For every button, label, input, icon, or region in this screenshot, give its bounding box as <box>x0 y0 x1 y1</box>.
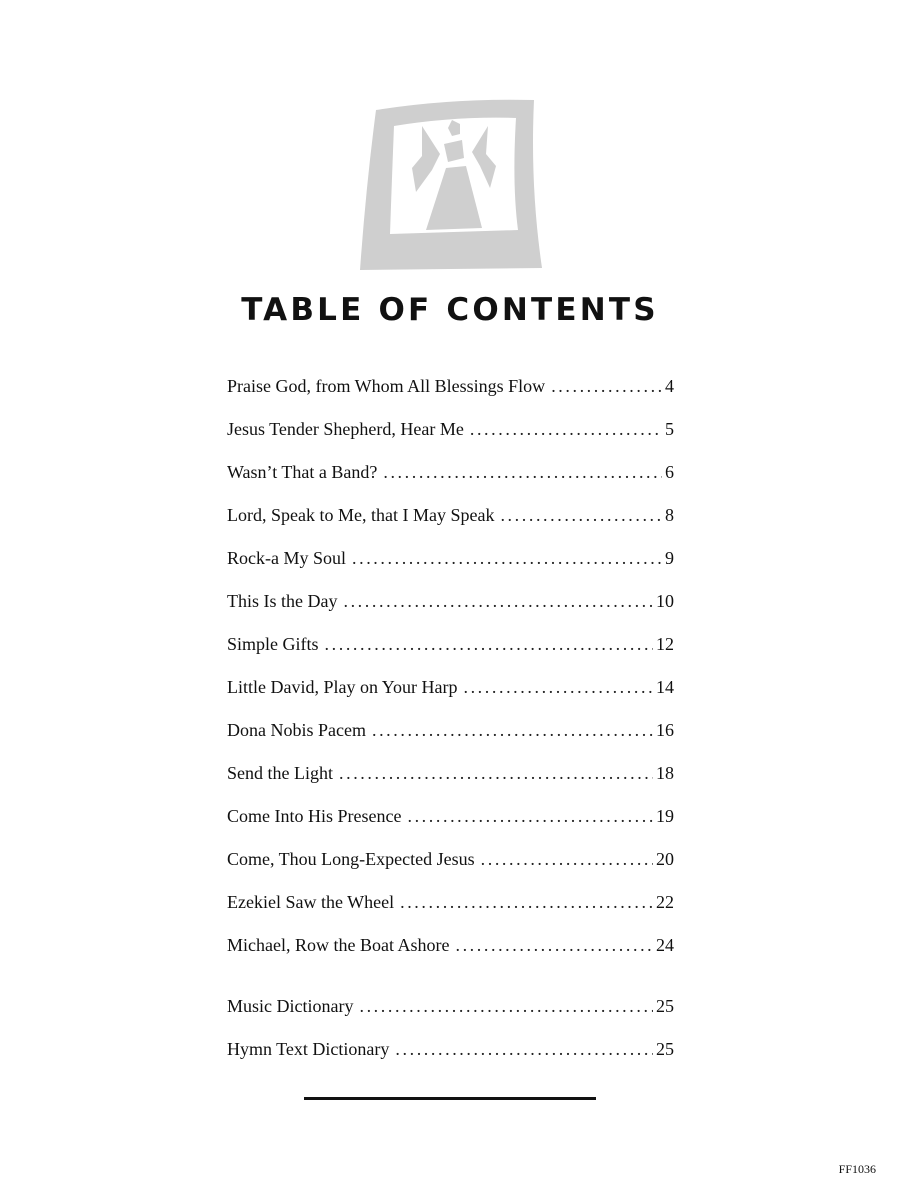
toc-entry[interactable] <box>227 499 674 542</box>
toc-entry-title: This Is the Day <box>227 591 338 611</box>
toc-entry[interactable] <box>227 757 674 800</box>
toc-entry-page: 14 <box>656 677 674 697</box>
toc-entry[interactable] <box>227 990 674 1033</box>
dot-leader <box>407 800 653 832</box>
toc-entry[interactable] <box>227 370 674 413</box>
divider-rule <box>304 1097 596 1100</box>
dot-leader <box>325 628 653 660</box>
toc-entry-page: 8 <box>665 505 674 525</box>
toc-entry[interactable] <box>227 714 674 757</box>
dot-leader <box>372 714 653 746</box>
toc-entry-title: Praise God, from Whom All Blessings Flow <box>227 376 546 396</box>
dot-leader <box>500 499 662 531</box>
toc-entry-title: Come Into His Presence <box>227 806 402 826</box>
toc-entry-page: 20 <box>656 849 674 869</box>
toc-entry-page: 10 <box>656 591 674 611</box>
toc-entry[interactable] <box>227 843 674 886</box>
dot-leader <box>383 456 662 488</box>
toc-entry[interactable] <box>227 671 674 714</box>
toc-entry-title: Simple Gifts <box>227 634 319 654</box>
toc-entry-page: 24 <box>656 935 674 955</box>
table-of-contents <box>227 370 674 1076</box>
toc-entry[interactable] <box>227 929 674 972</box>
toc-entry-title: Come, Thou Long-Expected Jesus <box>227 849 475 869</box>
toc-entry-title: Hymn Text Dictionary <box>227 1039 390 1059</box>
toc-entry[interactable] <box>227 886 674 929</box>
toc-entry-title: Music Dictionary <box>227 996 354 1016</box>
toc-entry-title: Lord, Speak to Me, that I May Speak <box>227 505 495 525</box>
toc-entry-page: 16 <box>656 720 674 740</box>
toc-entry-page: 9 <box>665 548 674 568</box>
toc-entry-title: Little David, Play on Your Harp <box>227 677 458 697</box>
dot-leader <box>400 886 653 918</box>
toc-entry-page: 19 <box>656 806 674 826</box>
dot-leader <box>395 1033 653 1065</box>
toc-entry[interactable] <box>227 628 674 671</box>
toc-entry-page: 4 <box>665 376 674 396</box>
toc-entry[interactable] <box>227 800 674 843</box>
toc-entry-title: Wasn’t That a Band? <box>227 462 378 482</box>
toc-entry-title: Jesus Tender Shepherd, Hear Me <box>227 419 464 439</box>
dot-leader <box>481 843 653 875</box>
toc-entry-title: Michael, Row the Boat Ashore <box>227 935 450 955</box>
dot-leader <box>470 413 662 445</box>
dot-leader <box>463 671 653 703</box>
toc-entry[interactable] <box>227 456 674 499</box>
toc-entry-page: 18 <box>656 763 674 783</box>
toc-entry-page: 6 <box>665 462 674 482</box>
dot-leader <box>352 542 662 574</box>
dot-leader <box>455 929 653 961</box>
toc-entry-title: Dona Nobis Pacem <box>227 720 366 740</box>
toc-entry-page: 25 <box>656 1039 674 1059</box>
dot-leader <box>343 585 653 617</box>
toc-entry-title: Send the Light <box>227 763 333 783</box>
toc-entry[interactable] <box>227 1033 674 1076</box>
toc-entry-page: 22 <box>656 892 674 912</box>
toc-entry[interactable] <box>227 542 674 585</box>
dot-leader <box>551 370 662 402</box>
page-title: TABLE OF CONTENTS <box>241 292 659 328</box>
dot-leader <box>359 990 653 1022</box>
toc-entry-page: 12 <box>656 634 674 654</box>
toc-entry[interactable] <box>227 585 674 628</box>
angel-icon <box>356 96 546 274</box>
toc-entry-page: 25 <box>656 996 674 1016</box>
product-code: FF1036 <box>838 1162 876 1176</box>
dot-leader <box>339 757 653 789</box>
toc-entry[interactable] <box>227 413 674 456</box>
toc-entry-title: Rock-a My Soul <box>227 548 346 568</box>
toc-entry-page: 5 <box>665 419 674 439</box>
toc-entry-title: Ezekiel Saw the Wheel <box>227 892 395 912</box>
